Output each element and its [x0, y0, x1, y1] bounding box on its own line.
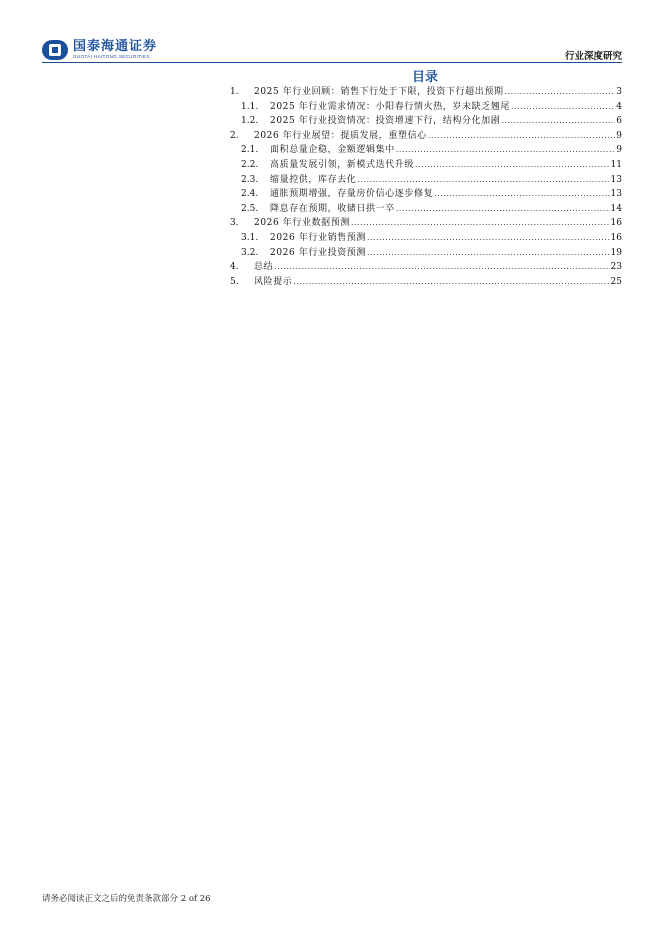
toc-leader-dots — [293, 275, 609, 290]
toc-leader-dots — [396, 143, 615, 158]
toc-entry-number: 3. — [230, 218, 239, 229]
toc-entry[interactable] — [230, 129, 622, 144]
table-of-contents — [230, 85, 622, 289]
toc-entry[interactable] — [230, 85, 622, 100]
toc-entry-number: 1.1. — [241, 101, 259, 112]
toc-entry[interactable] — [230, 143, 622, 158]
toc-entry-label: 2026 年行业展望：提质发展，重塑信心 — [254, 130, 427, 141]
page-footer: 请务必阅读正文之后的免责条款部分 2 of 26 — [42, 894, 211, 904]
toc-title: 目录 — [411, 70, 438, 85]
toc-entry[interactable] — [230, 202, 622, 217]
toc-entry-page: 19 — [610, 247, 622, 258]
toc-entry-number: 2.4. — [241, 189, 259, 200]
section-title: 行业深度研究 — [564, 51, 622, 62]
toc-entry[interactable] — [230, 260, 622, 275]
toc-entry[interactable] — [230, 173, 622, 188]
toc-entry[interactable] — [230, 187, 622, 202]
toc-entry-page: 13 — [610, 189, 622, 200]
toc-entry-label: 缩量控供，库存去化 — [270, 174, 357, 185]
toc-leader-dots — [511, 100, 615, 115]
page-header — [42, 38, 622, 62]
toc-entry-label: 总结 — [254, 262, 274, 273]
toc-leader-dots — [396, 202, 610, 217]
toc-entry[interactable] — [230, 114, 622, 129]
toc-entry-label: 高质量发展引领，新模式迭代升级 — [270, 159, 415, 170]
toc-entry-number: 2.5. — [241, 203, 259, 214]
toc-leader-dots — [367, 231, 610, 246]
toc-entry-label: 风险提示 — [254, 276, 293, 287]
toc-entry-label: 2025 年行业需求情况：小阳春行情火热，岁末缺乏翘尾 — [270, 101, 510, 112]
toc-entry[interactable] — [230, 275, 622, 290]
toc-entry-page: 3 — [616, 87, 622, 97]
toc-entry-number: 3.2. — [241, 247, 259, 258]
toc-entry[interactable] — [230, 216, 622, 231]
toc-entry-label: 2026 年行业投资预测 — [270, 247, 366, 258]
toc-leader-dots — [357, 173, 609, 188]
toc-entry-number: 2. — [230, 130, 239, 141]
toc-entry-number: 4. — [230, 262, 239, 273]
toc-entry[interactable] — [230, 231, 622, 246]
toc-entry-number: 2.2. — [241, 159, 259, 170]
toc-entry-page: 4 — [616, 101, 622, 112]
toc-entry-page: 9 — [616, 145, 622, 156]
toc-leader-dots — [428, 129, 615, 144]
toc-leader-dots — [274, 260, 609, 275]
toc-entry-number: 3.1. — [241, 232, 259, 243]
toc-entry-number: 1.2. — [241, 116, 259, 127]
toc-leader-dots — [434, 187, 609, 202]
logo-english-name: GUOTAI HAITONG SECURITIES — [73, 54, 150, 59]
toc-entry[interactable] — [230, 158, 622, 173]
toc-entry-page: 25 — [610, 276, 622, 287]
toc-leader-dots — [351, 216, 610, 231]
toc-entry-page: 14 — [610, 203, 622, 214]
toc-entry-page: 23 — [610, 262, 622, 273]
toc-entry-page: 13 — [610, 174, 622, 185]
toc-leader-dots — [501, 114, 615, 129]
toc-entry-number: 1. — [230, 87, 239, 97]
toc-entry-number: 2.1. — [241, 145, 259, 156]
toc-entry-page: 9 — [616, 130, 622, 141]
toc-entry-label: 通胀预期增强，存量房价信心逐步修复 — [270, 189, 434, 200]
header-divider — [42, 62, 622, 63]
logo-chinese-name: 国泰海通证券 — [73, 39, 158, 54]
toc-entry-page: 6 — [616, 116, 622, 127]
toc-entry-label: 2026 年行业数据预测 — [254, 218, 350, 229]
toc-entry-label: 2026 年行业销售预测 — [270, 232, 366, 243]
toc-leader-dots — [415, 158, 610, 173]
toc-entry-number: 2.3. — [241, 174, 259, 185]
toc-entry-label: 面积总量企稳，金额逻辑集中 — [270, 145, 395, 156]
toc-entry-label: 2025 年行业回顾：销售下行处于下限，投资下行超出预期 — [254, 87, 504, 97]
toc-leader-dots — [505, 85, 616, 100]
toc-entry-number: 5. — [230, 276, 239, 287]
toc-entry-label: 降息存在预期，收储日拱一卒 — [270, 203, 395, 214]
toc-entry-label: 2025 年行业投资情况：投资增速下行，结构分化加剧 — [270, 116, 501, 127]
toc-leader-dots — [367, 246, 610, 261]
toc-entry[interactable] — [230, 246, 622, 261]
logo-mark-icon — [42, 40, 68, 60]
toc-entry-page: 11 — [610, 159, 622, 170]
toc-entry-page: 16 — [610, 232, 622, 243]
toc-entry[interactable] — [230, 100, 622, 115]
company-logo — [42, 40, 157, 60]
toc-entry-page: 16 — [610, 218, 622, 229]
